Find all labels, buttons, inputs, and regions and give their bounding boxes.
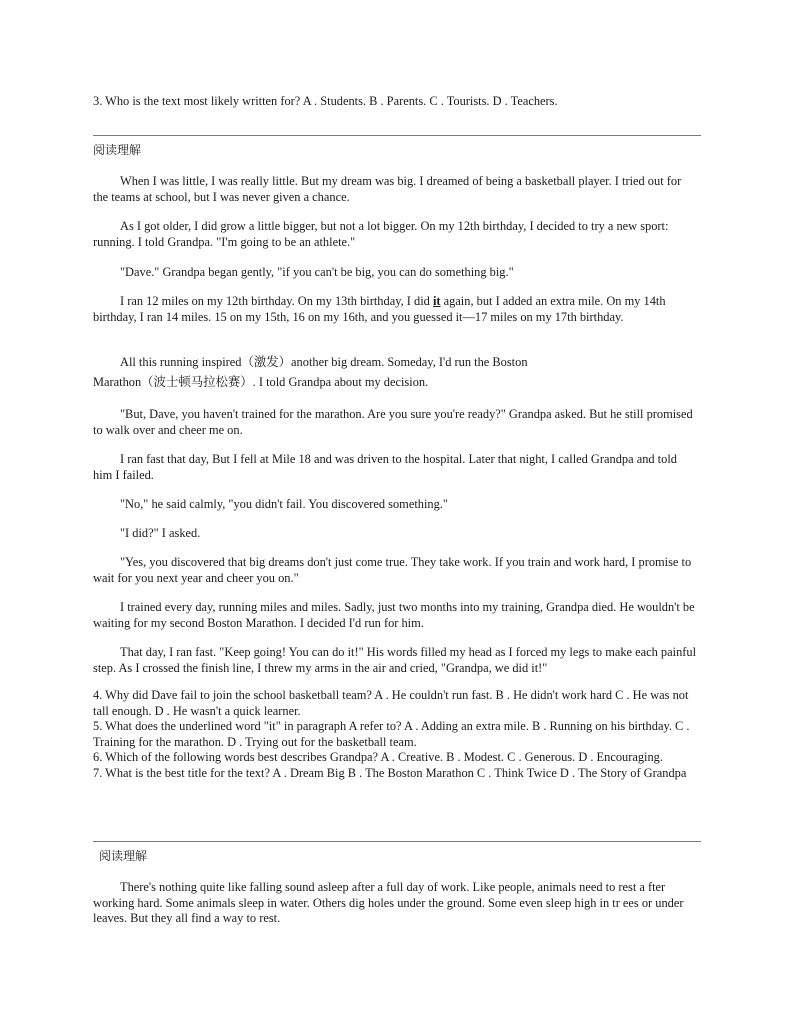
question-list [93, 688, 701, 781]
paragraph: I ran fast that day, But I fell at Mile 18 and was driven to the hospital. Later that night, I called Grandpa and told him I failed. [93, 452, 677, 482]
paragraph: When I was little, I was really little. But my dream was big. I dreamed of being a basketball player. I tried out for the teams at school, but I was never given a chance. [93, 174, 682, 204]
underlined-word-it: it [432, 294, 441, 308]
section-label: 阅读理解 [93, 143, 142, 157]
paragraph: Marathon（波士顿马拉松赛）. I told Grandpa about my decision. [93, 375, 429, 389]
paragraph: There's nothing quite like falling sound asleep after a full day of work. Like people, animals need to rest a fter working hard. Some animals sleep in water. Others dig holes under the ground. Some even sleep high in tr ees or under leaves. But they all find a way to rest. [93, 880, 684, 925]
paragraph: "I did?" I asked. [120, 526, 201, 540]
question-3: 3. Who is the text most likely written for? A . Students. B . Parents. C . Tourists. D . Teachers. [93, 94, 558, 108]
paragraph: All this running inspired（激发）another big dream. Someday, I'd run the Boston [120, 355, 528, 369]
section-divider [93, 841, 701, 842]
question-4: 4. Why did Dave fail to join the school basketball team? A . He couldn't run fast. B . He didn't work hard C . He was not tall enough. D . He wasn't a quick learner. [93, 688, 689, 718]
question-5: 5. What does the underlined word "it" in paragraph A refer to? A . Adding an extra mile. B . Running on his birthday. C . Training for the marathon. D . Trying out for the basketball team. [93, 719, 690, 749]
paragraph: I trained every day, running miles and miles. Sadly, just two months into my training, Grandpa died. He wouldn't be waiting for my second Boston Marathon. I decided I'd run for him. [93, 600, 695, 630]
paragraph: That day, I ran fast. "Keep going! You can do it!" His words filled my head as I forced my legs to make each painful step. As I crossed the finish line, I threw my arms in the air and cried, "Grandpa, we did it!" [93, 645, 697, 675]
question-6: 6. Which of the following words best describes Grandpa? A . Creative. B . Modest. C . Generous. D . Encouraging. [93, 750, 663, 764]
section-label: 阅读理解 [99, 849, 148, 863]
question-7: 7. What is the best title for the text? A . Dream Big B . The Boston Marathon C . Think Twice D . The Story of Grandpa [93, 765, 687, 780]
paragraph: "But, Dave, you haven't trained for the marathon. Are you sure you're ready?" Grandpa asked. But he still promised to walk over and cheer me on. [93, 407, 693, 437]
paragraph: "No," he said calmly, "you didn't fail. You discovered something." [120, 497, 448, 511]
paragraph: As I got older, I did grow a little bigger, but not a lot bigger. On my 12th birthday, I decided to try a new sport: running. I told Grandpa. "I'm going to be an athlete." [93, 219, 669, 249]
paragraph-text: I ran 12 miles on my 12th birthday. On my 13th birthday, I did [120, 294, 433, 308]
paragraph-with-underlined-word [93, 294, 699, 325]
paragraph: "Dave." Grandpa began gently, "if you can't be big, you can do something big." [120, 265, 514, 279]
section-divider [93, 135, 701, 136]
paragraph: "Yes, you discovered that big dreams don't just come true. They take work. If you train and work hard, I promise to wait for you next year and cheer you on." [93, 555, 692, 585]
paragraph-text: again, but I added an extra mile. On my 14th birthday, I ran 14 miles. 15 on my 15th, 16 on my 16th, and you guessed it—17 miles on my 17th birthday. [93, 294, 666, 324]
